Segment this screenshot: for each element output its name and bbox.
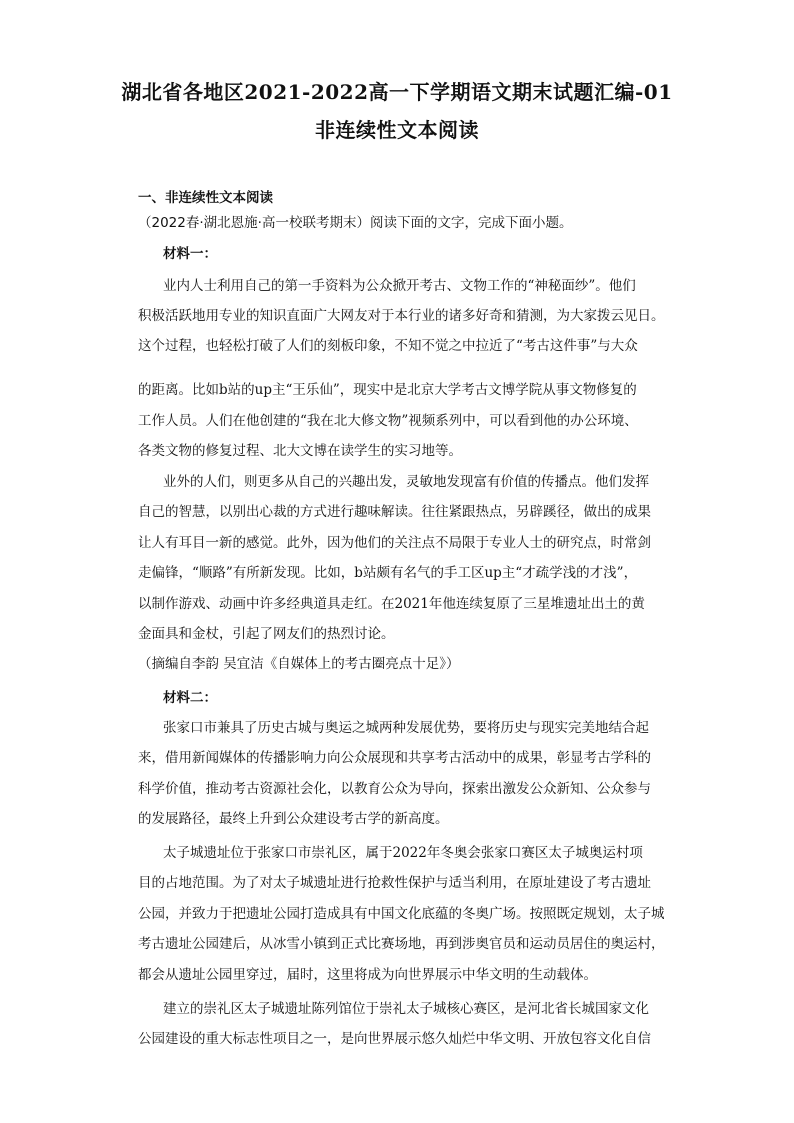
paragraph-line: 工作人员。人们在他创建的“我在北大修文物”视频系列中，可以看到他的办公环境、 bbox=[138, 413, 638, 429]
paragraph-line: 各类文物的修复过程、北大文博在读学生的实习地等。 bbox=[138, 443, 462, 459]
paragraph-line: 积极活跃地用专业的知识直面广大网友对于本行业的诸多好奇和猜测，为大家拨云见日。 bbox=[138, 308, 665, 324]
paragraph-line: 业外的人们，则更多从自己的兴趣出发，灵敏地发现富有价值的传播点。他们发挥 bbox=[163, 474, 649, 490]
paragraph-line: 金面具和金杖，引起了网友们的热烈讨论。 bbox=[138, 626, 395, 642]
paragraph-line: 来，借用新闻媒体的传播影响力向公众展现和共享考古活动中的成果，彰显考古学科的 bbox=[138, 750, 651, 766]
paragraph-line: 以制作游戏、动画中许多经典道具走红。在2021年他连续复原了三星堆遗址出土的黄 bbox=[138, 596, 645, 612]
source-line: （2022春·湖北恩施·高一校联考期末）阅读下面的文字，完成下面小题。 bbox=[138, 215, 573, 231]
paragraph-line: 走偏锋，“顺路”有所新发现。比如，b站颇有名气的手工区up主“才疏学浅的才浅”， bbox=[138, 565, 638, 581]
paragraph-line: 科学价值，推动考古资源社会化，以教育公众为导向，探索出激发公众新知、公众参与 bbox=[138, 781, 651, 797]
paragraph-line: 让人有耳目一新的感觉。此外，因为他们的关注点不局限于专业人士的研究点，时常剑 bbox=[138, 535, 651, 551]
paragraph-line: 张家口市兼具了历史古城与奥运之城两种发展优势，要将历史与现实完美地结合起 bbox=[163, 720, 649, 736]
document-title: 湖北省各地区2021-2022高一下学期语文期末试题汇编-01 bbox=[121, 80, 673, 104]
paragraph-line: 都会从遗址公园里穿过，届时，这里将成为向世界展示中华文明的生动载体。 bbox=[138, 967, 597, 983]
paragraph-line: 考古遗址公园建后，从冰雪小镇到正式比赛场地，再到涉奥官员和运动员居住的奥运村， bbox=[138, 936, 665, 952]
paragraph-line: 的发展路径，最终上升到公众建设考古学的新高度。 bbox=[138, 811, 449, 827]
paragraph-line: 的距离。比如b站的up主“王乐仙”，现实中是北京大学考古文博学院从事文物修复的 bbox=[138, 382, 637, 398]
paragraph-line: 自己的智慧，以别出心裁的方式进行趣味解读。往往紧跟热点，另辟蹊径，做出的成果 bbox=[138, 504, 651, 520]
paragraph-line: 太子城遗址位于张家口市崇礼区，属于2022年冬奥会张家口赛区太子城奥运村项 bbox=[163, 845, 643, 861]
excerpt-note: （摘编自李韵 吴宜洁《自媒体上的考古圈亮点十足》） bbox=[138, 656, 460, 672]
paragraph-line: 公园，并致力于把遗址公园打造成具有中国文化底蕴的冬奥广场。按照既定规划，太子城 bbox=[138, 906, 665, 922]
paragraph-line: 业内人士利用自己的第一手资料为公众掀开考古、文物工作的“神秘面纱”。他们 bbox=[163, 278, 636, 294]
paragraph-line: 目的占地范围。为了对太子城遗址进行抢救性保护与适当利用，在原址建设了考古遗址 bbox=[138, 875, 651, 891]
paragraph-line: 建立的崇礼区太子城遗址陈列馆位于崇礼太子城核心赛区，是河北省长城国家文化 bbox=[163, 1001, 649, 1017]
material2-label: 材料二： bbox=[163, 690, 217, 706]
paragraph-line: 公园建设的重大标志性项目之一，是向世界展示悠久灿烂中华文明、开放包容文化自信 bbox=[138, 1031, 651, 1047]
material1-label: 材料一： bbox=[163, 246, 217, 262]
section-heading: 一、非连续性文本阅读 bbox=[138, 190, 273, 206]
paragraph-line: 这个过程，也轻松打破了人们的刻板印象，不知不觉之中拉近了“考古这件事”与大众 bbox=[138, 338, 638, 354]
document-subtitle: 非连续性文本阅读 bbox=[315, 118, 479, 142]
